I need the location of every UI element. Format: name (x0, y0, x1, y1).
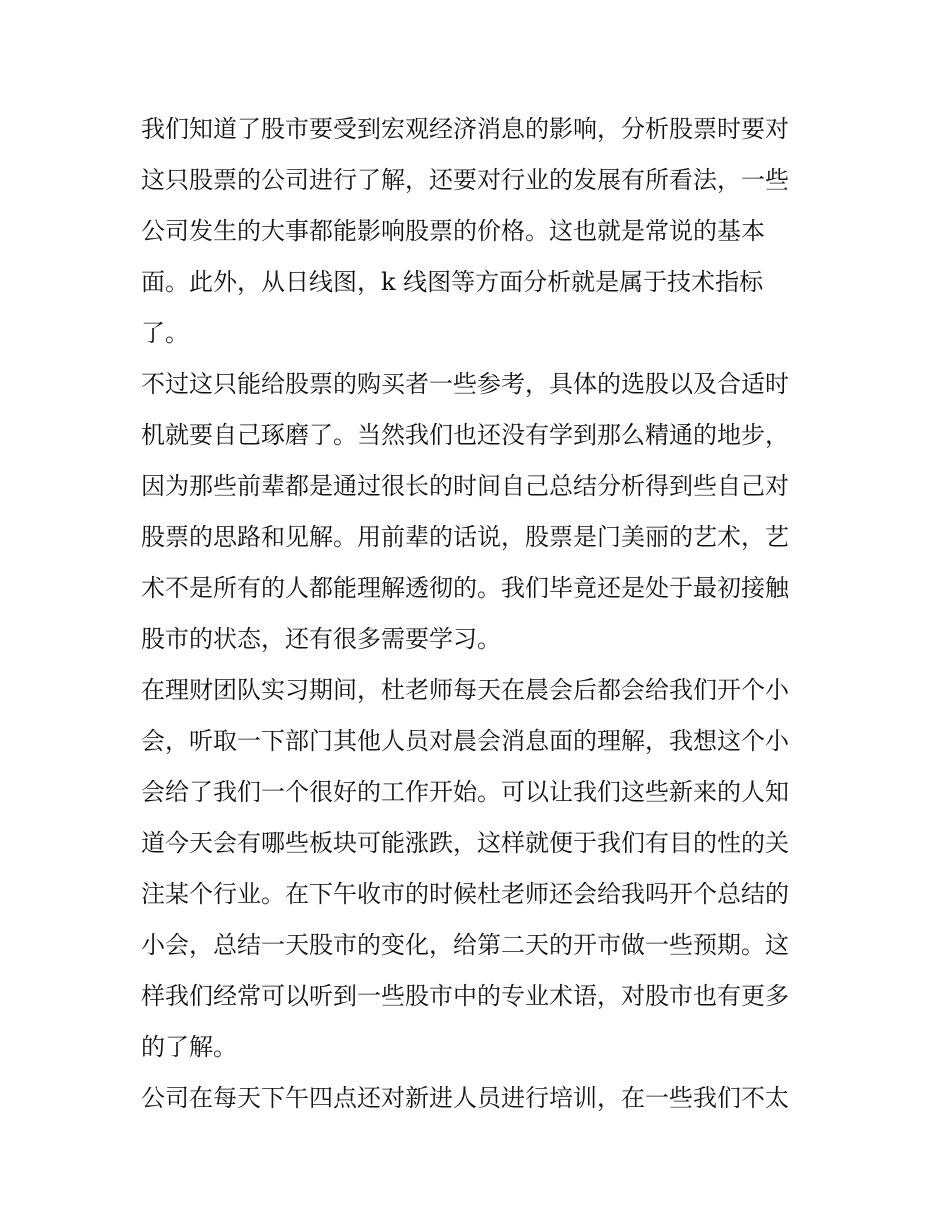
text-line: 公司在每天下午四点还对新进人员进行培训，在一些我们不太 (141, 1084, 789, 1112)
text-line: 会，听取一下部门其他人员对晨会消息面的理解，我想这个小 (141, 727, 789, 755)
text-line: 股市的状态，还有很多需要学习。 (141, 625, 501, 653)
text-line: 会给了我们一个很好的工作开始。可以让我们这些新来的人知 (141, 778, 789, 806)
text-line: 注某个行业。在下午收市的时候杜老师还会给我吗开个总结的 (141, 880, 789, 908)
text-line: 小会，总结一天股市的变化，给第二天的开市做一些预期。这 (141, 931, 789, 959)
text-line: 不过这只能给股票的购买者一些参考，具体的选股以及合适时 (141, 370, 789, 398)
text-line: 股票的思路和见解。用前辈的话说，股票是门美丽的艺术，艺 (141, 523, 789, 551)
text-line: 了。 (141, 319, 189, 347)
text-line: 的了解。 (141, 1033, 237, 1061)
text-line: 道今天会有哪些板块可能涨跌，这样就便于我们有目的性的关 (141, 829, 789, 857)
text-line: 术不是所有的人都能理解透彻的。我们毕竟还是处于最初接触 (141, 574, 789, 602)
text-line: 我们知道了股市要受到宏观经济消息的影响，分析股票时要对 (141, 115, 789, 143)
text-line: 在理财团队实习期间，杜老师每天在晨会后都会给我们开个小 (141, 676, 789, 704)
text-line: 面。此外，从日线图，k 线图等方面分析就是属于技术指标 (141, 268, 764, 296)
text-line: 公司发生的大事都能影响股票的价格。这也就是常说的基本 (141, 217, 765, 245)
text-line: 机就要自己琢磨了。当然我们也还没有学到那么精通的地步， (141, 421, 789, 449)
text-line: 这只股票的公司进行了解，还要对行业的发展有所看法，一些 (141, 166, 789, 194)
text-line: 因为那些前辈都是通过很长的时间自己总结分析得到些自己对 (141, 472, 789, 500)
text-line: 样我们经常可以听到一些股市中的专业术语，对股市也有更多 (141, 982, 789, 1010)
